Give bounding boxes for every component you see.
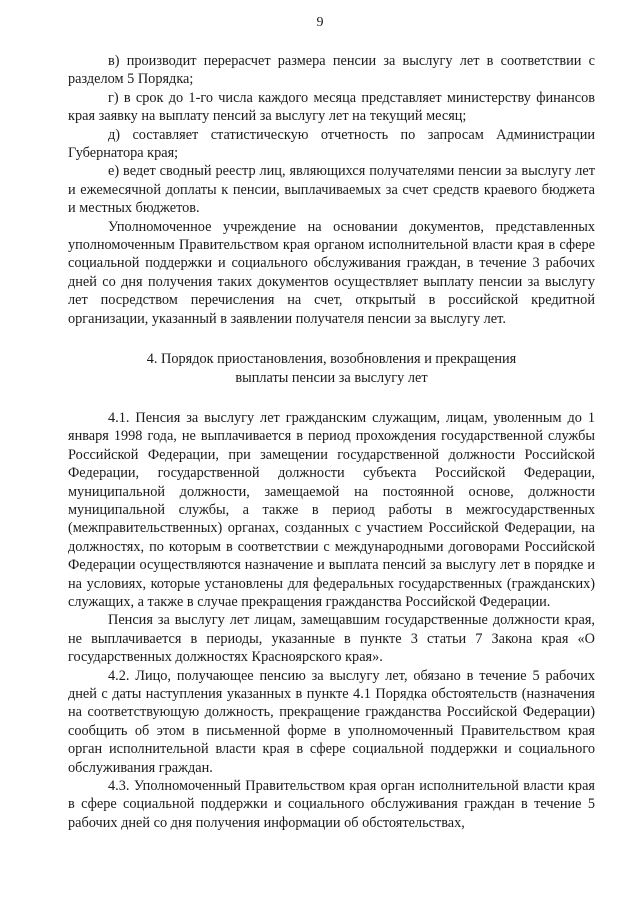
paragraph-4-2: 4.2. Лицо, получающее пенсию за выслугу лет, обязано в течение 5 рабочих дней с даты наступления указанных в пункте 4.1 Порядка обстоятельств (назначения на соответствующую должность, прекращение гражданства Российской Федерации) сообщить об этом в письменной форме в уполномоченный Правительством края орган исполнительной власти края в сфере социальной поддержки и социального обслуживания граждан. xyxy=(68,667,595,776)
paragraph-4-3: 4.3. Уполномоченный Правительством края орган исполнительной власти края в сфере социальной поддержки и социального обслуживания граждан в течение 5 рабочих дней со дня получения информации об обстоятельствах, xyxy=(68,778,595,831)
paragraph-g: г) в срок до 1-го числа каждого месяца представляет министерству финансов края заявку на выплату пенсий за выслугу лет на текущий месяц; xyxy=(68,89,595,125)
paragraph-authorized-institution: Уполномоченное учреждение на основании документов, представленных уполномоченным Правительством края органом исполнительной власти края в сфере социальной поддержки и социального обслуживания граждан, в течение 3 рабочих дней со дня получения таких документов осуществляет выплату пенсии за выслугу лет посредством перечисления на счет, открытый в российской кредитной организации, указанный в заявлении получателя пенсии за выслугу лет. xyxy=(68,218,595,327)
section-heading-line-2: выплаты пенсии за выслугу лет xyxy=(235,369,428,386)
page-number: 9 xyxy=(316,15,324,30)
paragraph-v: в) производит перерасчет размера пенсии за выслугу лет в соответствии с разделом 5 Порядка; xyxy=(68,53,595,88)
paragraph-e: е) ведет сводный реестр лиц, являющихся получателями пенсии за выслугу лет и ежемесячной доплаты к пенсии, выплачиваемых за счет средств краевого бюджета и местных бюджетов. xyxy=(68,163,595,217)
paragraph-4-1: 4.1. Пенсия за выслугу лет гражданским служащим, лицам, уволенным до 1 января 1998 года, не выплачивается в период прохождения государственной службы Российской Федерации, при замещении государственной должности Российской Федерации, государственной должности субъекта Российской Федерации, муниципальной должности, замещаемой на постоянной основе, должности муниципальной службы, а также в период работы в межгосударственных (межправительственных) органах, созданных с участием Российской Федерации, на должностях, по которым в соответствии с международными договорами Российской Федерации осуществляются назначение и выплата пенсий за выслугу лет в порядке и на условиях, которые установлены для федеральных государственных (гражданских) служащих, а также в случае прекращения гражданства Российской Федерации. xyxy=(68,409,595,610)
section-heading-line-1: 4. Порядок приостановления, возобновления и прекращения xyxy=(146,351,517,368)
paragraph-d: д) составляет статистическую отчетность по запросам Администрации Губернатора края; xyxy=(68,126,595,162)
section-heading xyxy=(68,350,595,387)
document-body xyxy=(68,52,595,832)
paragraph-4-1-note: Пенсия за выслугу лет лицам, замещавшим государственные должности края, не выплачивается в периоды, указанные в пункте 3 статьи 7 Закона края «О государственных должностях Красноярского края». xyxy=(68,612,595,666)
